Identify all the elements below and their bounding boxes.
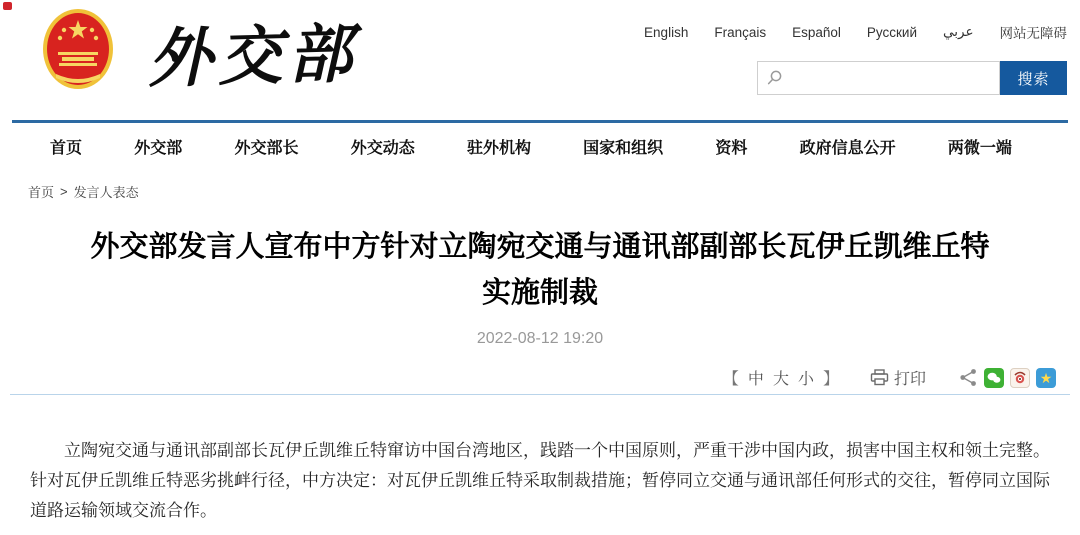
language-link[interactable]: Русский [866, 24, 917, 40]
breadcrumb-current: 发言人表态 [73, 185, 139, 200]
language-switcher [644, 22, 1067, 42]
article-title-line1: 外交部发言人宣布中方针对立陶宛交通与通讯部副部长瓦伊丘凯维丘特 [90, 231, 990, 263]
nav-item[interactable]: 外交部 [134, 139, 183, 157]
wechat-icon[interactable] [984, 368, 1004, 388]
breadcrumb-separator: > [60, 184, 68, 199]
nav-item[interactable]: 驻外机构 [466, 139, 531, 157]
article-date: 2022-08-12 19:20 [476, 330, 604, 347]
article-title-line2: 实施制裁 [481, 277, 598, 309]
article-title [40, 224, 1040, 316]
language-link[interactable]: Español [792, 24, 841, 40]
corner-red-mark [3, 2, 12, 10]
nav-item[interactable]: 首页 [50, 139, 83, 157]
content-divider [10, 394, 1070, 395]
primary-nav [0, 123, 1080, 169]
language-link[interactable]: Français [714, 24, 767, 40]
search-input[interactable] [784, 62, 999, 94]
qzone-star-icon[interactable]: ★ [1036, 368, 1056, 388]
font-size-small-button[interactable]: 小 [797, 371, 814, 388]
share-nodes-icon[interactable] [959, 368, 978, 387]
national-emblem-icon [42, 8, 114, 90]
nav-item[interactable]: 国家和组织 [583, 139, 664, 157]
magnifier-icon [766, 69, 784, 87]
language-link[interactable]: 网站无障碍 [999, 26, 1067, 41]
weibo-icon[interactable] [1010, 368, 1030, 388]
printer-icon [870, 369, 889, 386]
font-size-medium-button[interactable]: 中 [747, 371, 764, 388]
print-label: 打印 [893, 371, 926, 388]
ministry-brand-calligraphy: 外交部 [147, 17, 359, 95]
article-toolbar [723, 366, 1056, 389]
search-input-box[interactable] [757, 61, 1000, 95]
font-size-bracket-close: 】 [822, 371, 839, 388]
font-size-bracket-open: 【 [722, 371, 739, 388]
search-button[interactable]: 搜索 [1000, 61, 1067, 95]
font-size-large-button[interactable]: 大 [772, 371, 789, 388]
share-buttons [959, 368, 1056, 388]
breadcrumb-home-link[interactable]: 首页 [28, 185, 55, 200]
nav-item[interactable]: 政府信息公开 [799, 139, 896, 157]
nav-item[interactable]: 资料 [715, 139, 748, 157]
article-body-text: 立陶宛交通与通讯部副部长瓦伊丘凯维丘特窜访中国台湾地区，践踏一个中国原则，严重干涉中国内政，损害中国主权和领土完整。针对瓦伊丘凯维丘特恶劣挑衅行径，中方决定：对瓦伊丘凯维丘特采取制裁措施；暂停同立交通与通讯部任何形式的交往，暂停同立国际道路运输领域交流合作。 [30, 441, 1050, 520]
nav-item[interactable]: 外交动态 [350, 139, 415, 157]
print-button[interactable] [870, 366, 926, 389]
site-search [757, 61, 1067, 95]
nav-item[interactable]: 两微一端 [947, 139, 1012, 157]
language-link[interactable]: عربي [942, 24, 974, 39]
nav-item[interactable]: 外交部长 [234, 139, 299, 157]
language-link[interactable]: English [644, 24, 689, 40]
breadcrumb [28, 182, 139, 201]
